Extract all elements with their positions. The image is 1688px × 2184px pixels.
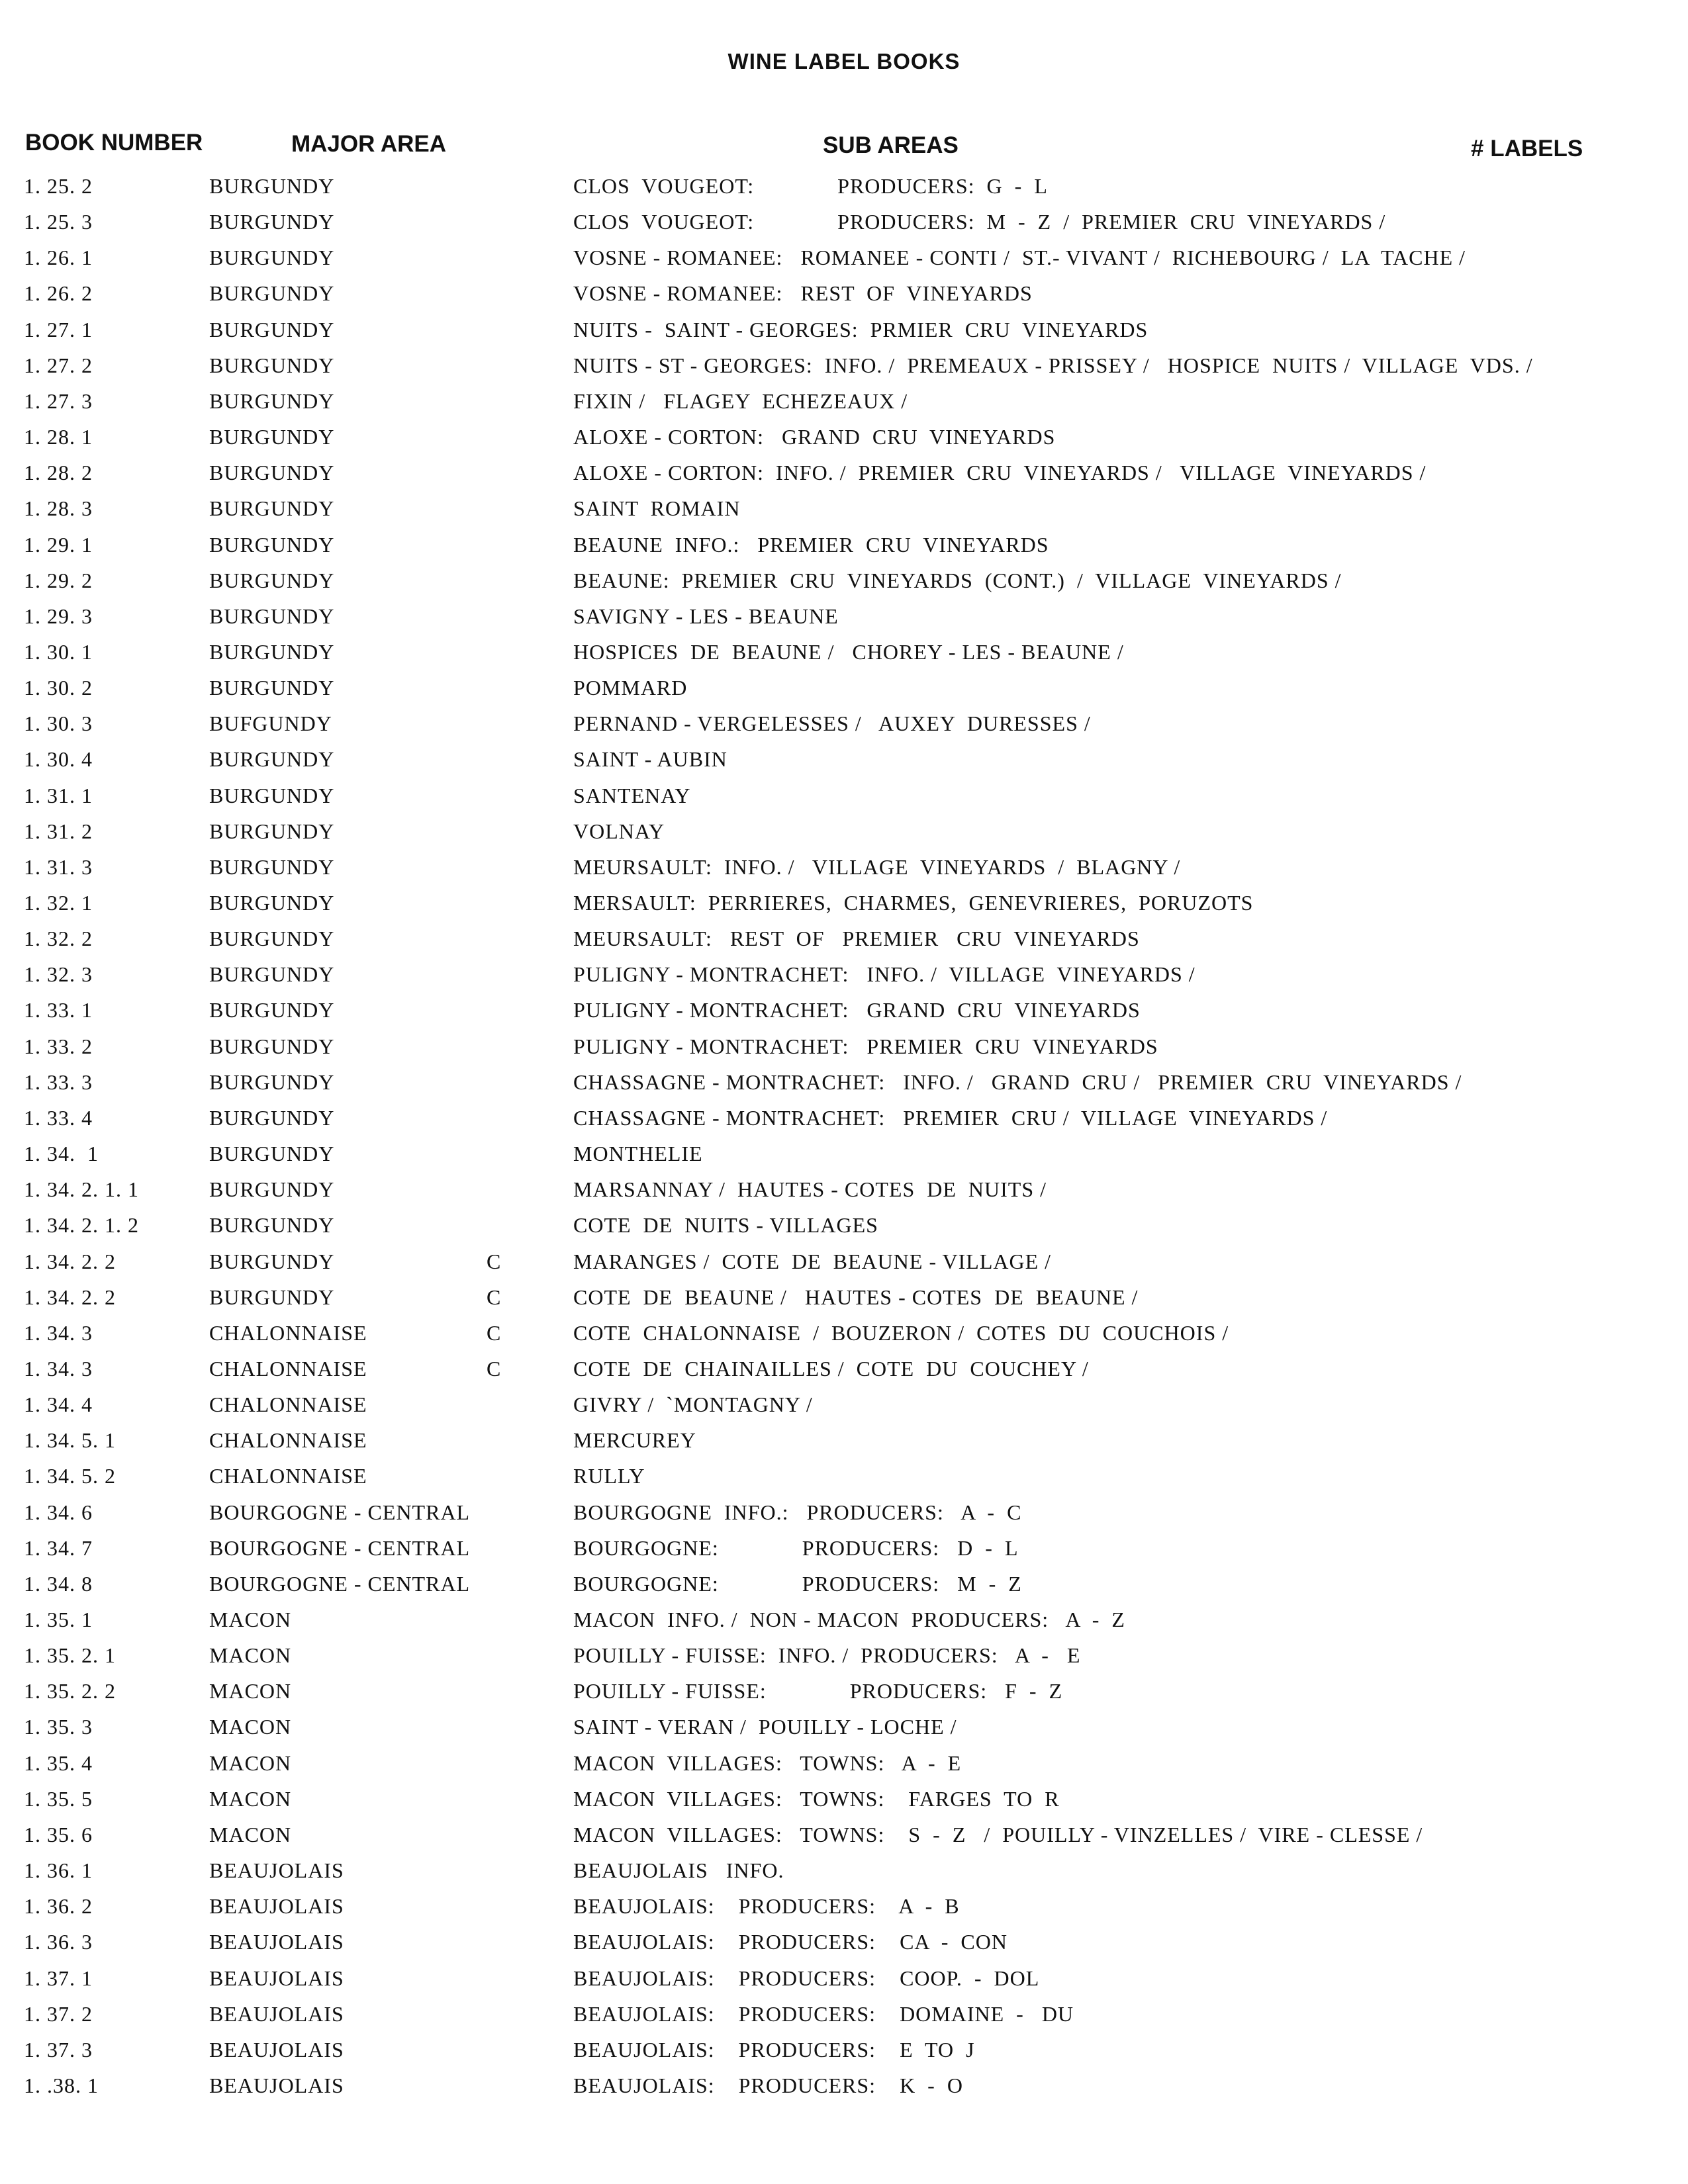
table-row [0,1464,1688,1500]
table-row [0,389,1688,425]
table-row [0,747,1688,783]
table-row [0,1679,1688,1715]
sub-areas-cell: VOLNAY [573,819,665,843]
major-area-cell: BURGUNDY [209,639,335,664]
book-number-cell: 1. 35. 3 [24,1715,93,1739]
sub-areas-cell: MACON VILLAGES: TOWNS: FARGES TO R [573,1786,1060,1811]
table-row [0,927,1688,962]
major-area-cell: BURGUNDY [209,1069,335,1094]
book-number-cell: 1. 30. 3 [24,711,93,736]
table-row [0,1142,1688,1177]
sub-areas-cell: MARSANNAY / HAUTES - COTES DE NUITS / [573,1177,1047,1202]
table-row [0,1715,1688,1751]
sub-areas-cell: BEAUNE: PREMIER CRU VINEYARDS (CONT.) / VILLAGE VINEYARDS / [573,568,1342,592]
table-row [0,2002,1688,2038]
book-number-cell: 1. 34. 2. 2 [24,1249,116,1273]
book-number-cell: 1. 37. 2 [24,2001,93,2026]
table-row [0,496,1688,532]
major-area-cell: MACON [209,1786,292,1811]
major-area-cell: MACON [209,1608,292,1631]
book-number-cell: 1. 33. 3 [24,1069,93,1094]
table-row [0,855,1688,891]
major-area-cell: BURGUNDY [209,210,335,234]
major-area-cell: BURGUNDY [209,854,335,879]
sub-areas-cell: BEAUJOLAIS: PRODUCERS: K - O [573,2073,963,2097]
book-number-cell: 1. 32. 1 [24,891,93,915]
book-number-cell: 1. 35. 1 [24,1608,93,1631]
book-number-cell: 1. 28. 3 [24,496,93,521]
major-area-cell: BURGUNDY [209,1177,335,1202]
major-area-cell: BURGUNDY [209,425,335,449]
book-number-cell: 1. .38. 1 [24,2073,99,2097]
major-area-cell: BURGUNDY [209,891,335,915]
sub-areas-cell: VOSNE - ROMANEE: ROMANEE - CONTI / ST.- VIVANT / RICHEBOURG / LA TACHE / [573,246,1466,270]
sub-areas-cell: BOURGOGNE INFO.: PRODUCERS: A - C [573,1500,1022,1524]
book-number-cell: 1. 34. 4 [24,1392,93,1417]
table-row [0,1966,1688,2002]
book-number-cell: 1. 27. 2 [24,353,93,377]
sub-areas-cell: BEAUJOLAIS: PRODUCERS: DOMAINE - DU [573,2001,1074,2026]
sub-areas-cell: HOSPICES DE BEAUNE / CHOREY - LES - BEAUNE / [573,639,1124,664]
table-row [0,1070,1688,1106]
marker-cell: C [487,1356,502,1381]
table-row [0,1213,1688,1249]
book-number-cell: 1. 34. 8 [24,1571,93,1596]
major-area-cell: BUFGUNDY [209,711,332,736]
book-number-cell: 1. 26. 1 [24,246,93,270]
table-row [0,819,1688,855]
book-number-cell: 1. 34. 3 [24,1320,93,1345]
table-row [0,318,1688,353]
major-area-cell: BURGUNDY [209,1213,335,1238]
sub-areas-cell: MACON VILLAGES: TOWNS: A - E [573,1751,962,1775]
major-area-cell: BURGUNDY [209,532,335,557]
book-number-cell: 1. 34. 2. 1. 1 [24,1177,139,1202]
major-area-cell: BEAUJOLAIS [209,2001,344,2026]
major-area-cell: BURGUNDY [209,1105,335,1130]
book-number-cell: 1. 35. 2. 1 [24,1643,116,1668]
book-number-cell: 1. 28. 2 [24,461,93,485]
major-area-cell: MACON [209,1643,292,1668]
major-area-cell: MACON [209,1751,292,1775]
major-area-cell: BOURGOGNE - CENTRAL [209,1571,471,1596]
book-number-cell: 1. 33. 4 [24,1105,93,1130]
book-number-cell: 1. 25. 3 [24,210,93,234]
book-number-cell: 1. 31. 3 [24,854,93,879]
book-number-cell: 1. 35. 5 [24,1786,93,1811]
book-number-cell: 1. 29. 3 [24,604,93,628]
page-title: WINE LABEL BOOKS [727,49,961,73]
major-area-cell: BEAUJOLAIS [209,1930,344,1954]
table-row [0,1787,1688,1823]
sub-areas-cell: SAVIGNY - LES - BEAUNE [573,604,839,628]
table-row [0,1106,1688,1142]
major-area-cell: BEAUJOLAIS [209,2037,344,2062]
sub-areas-cell: CLOS VOUGEOT: PRODUCERS: G - L [573,174,1048,198]
major-area-cell: CHALONNAISE [209,1392,367,1417]
sub-areas-cell: POUILLY - FUISSE: PRODUCERS: F - Z [573,1679,1063,1704]
sub-areas-cell: MONTHELIE [573,1142,703,1166]
table-row [0,1643,1688,1679]
sub-areas-cell: NUITS - SAINT - GEORGES: PRMIER CRU VINEYARDS [573,317,1149,341]
major-area-cell: MACON [209,1822,292,1846]
sub-areas-cell: BEAUJOLAIS INFO. [573,1858,784,1883]
table-row [0,1428,1688,1464]
sub-areas-cell: POUILLY - FUISSE: INFO. / PRODUCERS: A - E [573,1643,1081,1668]
table-row [0,425,1688,461]
major-area-cell: CHALONNAISE [209,1428,367,1453]
table-row [0,640,1688,676]
major-area-cell: BURGUNDY [209,998,335,1023]
book-number-cell: 1. 33. 2 [24,1034,93,1058]
table-row [0,1608,1688,1643]
marker-cell: C [487,1320,502,1345]
major-area-cell: BEAUJOLAIS [209,1858,344,1883]
major-area-cell: BURGUNDY [209,747,335,772]
sub-areas-cell: MEURSAULT: REST OF PREMIER CRU VINEYARDS [573,927,1140,951]
book-number-cell: 1. 29. 1 [24,532,93,557]
major-area-cell: BURGUNDY [209,1142,335,1166]
book-number-cell: 1. 35. 4 [24,1751,93,1775]
table-row [0,1536,1688,1572]
sub-areas-cell: BEAUNE INFO.: PREMIER CRU VINEYARDS [573,532,1049,557]
column-header-labels-count: # LABELS [1471,136,1583,161]
major-area-cell: BURGUNDY [209,783,335,807]
table-row [0,1894,1688,1930]
sub-areas-cell: ALOXE - CORTON: INFO. / PREMIER CRU VINEYARDS / VILLAGE VINEYARDS / [573,461,1427,485]
sub-areas-cell: BEAUJOLAIS: PRODUCERS: COOP. - DOL [573,1966,1040,1990]
book-number-cell: 1. 37. 1 [24,1966,93,1990]
table-row [0,1034,1688,1070]
table-row [0,1357,1688,1392]
sub-areas-cell: COTE CHALONNAISE / BOUZERON / COTES DU COUCHOIS / [573,1320,1229,1345]
table-row [0,711,1688,747]
book-number-cell: 1. 30. 1 [24,639,93,664]
table-row [0,676,1688,711]
sub-areas-cell: MEURSAULT: INFO. / VILLAGE VINEYARDS / BLAGNY / [573,854,1181,879]
table-row [0,210,1688,246]
major-area-cell: BURGUNDY [209,353,335,377]
major-area-cell: BURGUNDY [209,174,335,198]
sub-areas-cell: NUITS - ST - GEORGES: INFO. / PREMEAUX - PRISSEY / HOSPICE NUITS / VILLAGE VDS. / [573,353,1533,377]
sub-areas-cell: SAINT ROMAIN [573,496,741,521]
table-row [0,891,1688,927]
book-number-cell: 1. 27. 3 [24,388,93,413]
major-area-cell: BURGUNDY [209,496,335,521]
book-number-cell: 1. 30. 2 [24,676,93,700]
major-area-cell: CHALONNAISE [209,1320,367,1345]
sub-areas-cell: BEAUJOLAIS: PRODUCERS: A - B [573,1894,960,1919]
major-area-cell: BURGUNDY [209,317,335,341]
major-area-cell: BOURGOGNE - CENTRAL [209,1500,471,1524]
book-number-cell: 1. 29. 2 [24,568,93,592]
book-number-cell: 1. 28. 1 [24,425,93,449]
sub-areas-cell: MARANGES / COTE DE BEAUNE - VILLAGE / [573,1249,1052,1273]
table-row [0,533,1688,569]
major-area-cell: BURGUNDY [209,1249,335,1273]
table-row [0,353,1688,389]
table-row [0,246,1688,281]
major-area-cell: BURGUNDY [209,1034,335,1058]
sub-areas-cell: PULIGNY - MONTRACHET: GRAND CRU VINEYARDS [573,998,1141,1023]
sub-areas-cell: SAINT - VERAN / POUILLY - LOCHE / [573,1715,957,1739]
sub-areas-cell: ALOXE - CORTON: GRAND CRU VINEYARDS [573,425,1056,449]
table-row [0,569,1688,604]
table-row [0,1500,1688,1536]
table-row [0,174,1688,210]
table-row [0,1285,1688,1321]
book-number-cell: 1. 32. 2 [24,927,93,951]
major-area-cell: BURGUNDY [209,246,335,270]
sub-areas-cell: COTE DE BEAUNE / HAUTES - COTES DE BEAUNE / [573,1285,1139,1309]
table-row [0,1177,1688,1213]
book-number-cell: 1. 26. 2 [24,281,93,306]
major-area-cell: BEAUJOLAIS [209,2073,344,2097]
major-area-cell: BEAUJOLAIS [209,1966,344,1990]
marker-cell: C [487,1285,502,1309]
book-number-cell: 1. 34. 5. 1 [24,1428,116,1453]
table-row [0,1751,1688,1787]
table-row [0,2073,1688,2109]
sub-areas-cell: BEAUJOLAIS: PRODUCERS: CA - CON [573,1930,1008,1954]
major-area-cell: BURGUNDY [209,281,335,306]
sub-areas-cell: COTE DE NUITS - VILLAGES [573,1213,878,1238]
table-row [0,1321,1688,1357]
table-row [0,1392,1688,1428]
table-row [0,1572,1688,1608]
table-row [0,784,1688,819]
book-number-cell: 1. 36. 2 [24,1894,93,1919]
major-area-cell: BURGUNDY [209,927,335,951]
book-number-cell: 1. 35. 2. 2 [24,1679,116,1704]
major-area-cell: BURGUNDY [209,676,335,700]
marker-cell: C [487,1249,502,1273]
sub-areas-cell: PERNAND - VERGELESSES / AUXEY DURESSES / [573,711,1091,736]
major-area-cell: BURGUNDY [209,962,335,987]
major-area-cell: BURGUNDY [209,388,335,413]
column-header-sub-areas: SUB AREAS [823,132,959,158]
major-area-cell: CHALONNAISE [209,1464,367,1488]
book-number-cell: 1. 27. 1 [24,317,93,341]
book-number-cell: 1. 31. 1 [24,783,93,807]
sub-areas-cell: SAINT - AUBIN [573,747,727,772]
table-row [0,1250,1688,1285]
table-row [0,962,1688,998]
sub-areas-cell: BOURGOGNE: PRODUCERS: D - L [573,1535,1019,1560]
sub-areas-cell: BOURGOGNE: PRODUCERS: M - Z [573,1571,1022,1596]
major-area-cell: MACON [209,1715,292,1739]
book-number-cell: 1. 34. 7 [24,1535,93,1560]
sub-areas-cell: COTE DE CHAINAILLES / COTE DU COUCHEY / [573,1356,1089,1381]
book-number-cell: 1. 31. 2 [24,819,93,843]
major-area-cell: BURGUNDY [209,1285,335,1309]
sub-areas-cell: MACON INFO. / NON - MACON PRODUCERS: A - Z [573,1608,1125,1631]
sub-areas-cell: POMMARD [573,676,688,700]
sub-areas-cell: CLOS VOUGEOT: PRODUCERS: M - Z / PREMIER CRU VINEYARDS / [573,210,1386,234]
book-number-cell: 1. 37. 3 [24,2037,93,2062]
table-row [0,281,1688,317]
sub-areas-cell: MERCUREY [573,1428,696,1453]
sub-areas-cell: PULIGNY - MONTRACHET: PREMIER CRU VINEYARDS [573,1034,1158,1058]
book-number-cell: 1. 32. 3 [24,962,93,987]
book-number-cell: 1. 34. 2. 1. 2 [24,1213,139,1238]
table-row [0,1823,1688,1858]
sub-areas-cell: FIXIN / FLAGEY ECHEZEAUX / [573,388,908,413]
major-area-cell: CHALONNAISE [209,1356,367,1381]
column-header-book-number: BOOK NUMBER [25,130,203,156]
table-row [0,604,1688,640]
sub-areas-cell: MERSAULT: PERRIERES, CHARMES, GENEVRIERES, PORUZOTS [573,891,1254,915]
book-number-cell: 1. 25. 2 [24,174,93,198]
book-number-cell: 1. 34. 6 [24,1500,93,1524]
book-number-cell: 1. 30. 4 [24,747,93,772]
table-row [0,2038,1688,2073]
sub-areas-cell: MACON VILLAGES: TOWNS: S - Z / POUILLY - VINZELLES / VIRE - CLESSE / [573,1822,1423,1846]
sub-areas-cell: CHASSAGNE - MONTRACHET: INFO. / GRAND CRU / PREMIER CRU VINEYARDS / [573,1069,1462,1094]
book-number-cell: 1. 34. 1 [24,1142,99,1166]
sub-areas-cell: BEAUJOLAIS: PRODUCERS: E TO J [573,2037,975,2062]
book-number-cell: 1. 36. 1 [24,1858,93,1883]
major-area-cell: BURGUNDY [209,819,335,843]
sub-areas-cell: SANTENAY [573,783,691,807]
book-number-cell: 1. 36. 3 [24,1930,93,1954]
column-header-major-area: MAJOR AREA [291,131,446,157]
book-number-cell: 1. 34. 5. 2 [24,1464,116,1488]
major-area-cell: MACON [209,1679,292,1704]
table-row [0,461,1688,496]
sub-areas-cell: PULIGNY - MONTRACHET: INFO. / VILLAGE VINEYARDS / [573,962,1196,987]
book-number-cell: 1. 34. 2. 2 [24,1285,116,1309]
major-area-cell: BEAUJOLAIS [209,1894,344,1919]
table-row [0,998,1688,1034]
sub-areas-cell: RULLY [573,1464,645,1488]
table-row [0,1858,1688,1894]
table-row [0,1930,1688,1966]
sub-areas-cell: GIVRY / `MONTAGNY / [573,1392,813,1417]
book-number-cell: 1. 33. 1 [24,998,93,1023]
book-number-cell: 1. 34. 3 [24,1356,93,1381]
sub-areas-cell: CHASSAGNE - MONTRACHET: PREMIER CRU / VILLAGE VINEYARDS / [573,1105,1328,1130]
major-area-cell: BOURGOGNE - CENTRAL [209,1535,471,1560]
major-area-cell: BURGUNDY [209,568,335,592]
major-area-cell: BURGUNDY [209,604,335,628]
major-area-cell: BURGUNDY [209,461,335,485]
sub-areas-cell: VOSNE - ROMANEE: REST OF VINEYARDS [573,281,1033,306]
book-number-cell: 1. 35. 6 [24,1822,93,1846]
